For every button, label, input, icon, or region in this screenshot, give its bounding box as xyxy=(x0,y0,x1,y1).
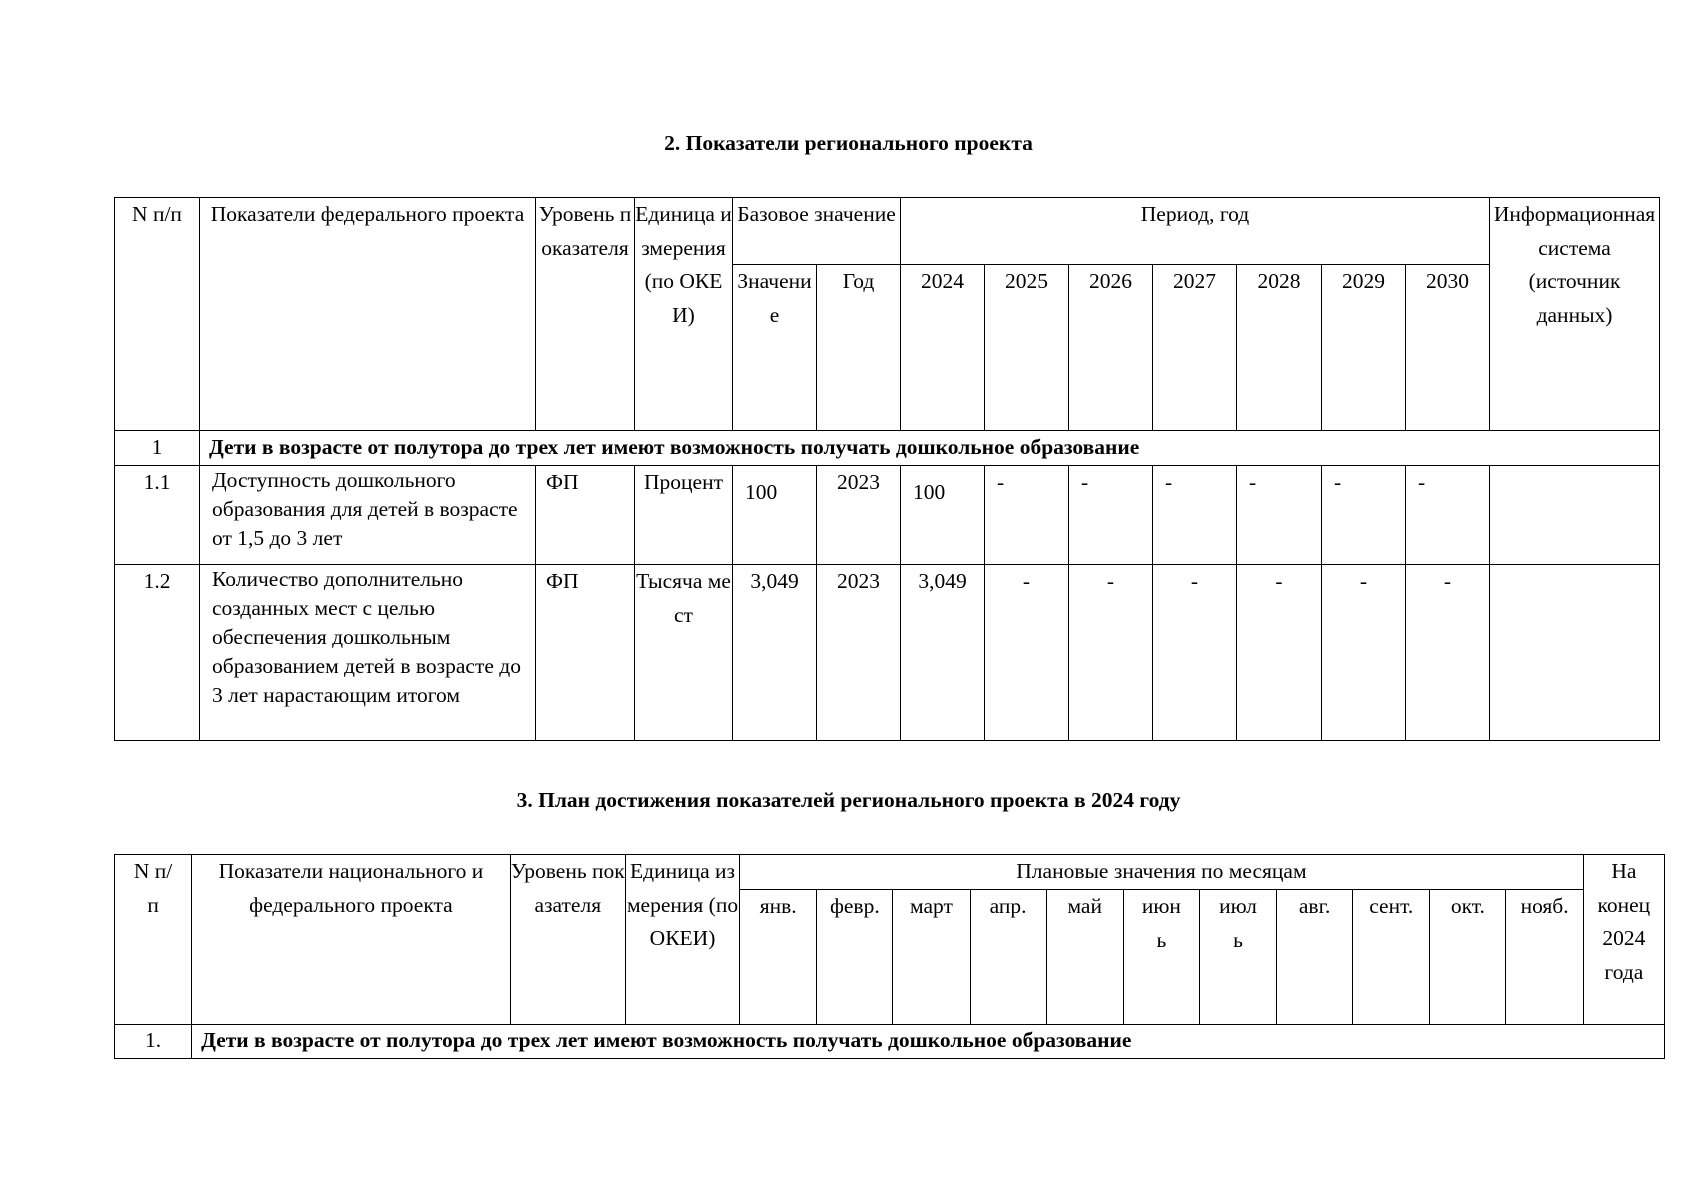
regional-indicators-table xyxy=(114,197,1660,741)
row-indicator: Доступность дошкольного образования для детей в возрасте от 1,5 до 3 лет xyxy=(200,466,536,565)
row-level: ФП xyxy=(536,466,635,565)
header-month: авг. xyxy=(1277,890,1353,1025)
section-3-title: 3. План достижения показателей регионального проекта в 2024 году xyxy=(516,788,1181,812)
header-year: 2024 xyxy=(901,265,985,431)
header-year: 2027 xyxy=(1153,265,1237,431)
header-base: Базовое значение xyxy=(733,198,901,265)
table-row xyxy=(115,565,1660,741)
header-unit: Единица измерения (по ОКЕИ) xyxy=(625,855,739,1025)
row-base-year: 2023 xyxy=(817,565,901,741)
header-base-year: Год xyxy=(817,265,901,431)
header-unit: Единица измерения (по ОКЕИ) xyxy=(635,198,733,431)
row-year-value: - xyxy=(1406,565,1490,741)
row-year-value: - xyxy=(1406,466,1490,565)
row-base-value: 3,049 xyxy=(733,565,817,741)
row-year-value: - xyxy=(1069,565,1153,741)
header-month: нояб. xyxy=(1506,890,1583,1025)
section-num: 1 xyxy=(115,431,200,466)
row-indicator: Количество дополнительно созданных мест с целью обеспечения дошкольным образованием детей в возрасте до 3 лет нарастающим итогом xyxy=(200,565,536,741)
row-year-value: - xyxy=(1237,565,1322,741)
row-year-value: - xyxy=(1153,466,1237,565)
row-year-value: - xyxy=(1153,565,1237,741)
table-row xyxy=(115,466,1660,565)
row-year-value: - xyxy=(1322,565,1406,741)
section-row xyxy=(115,431,1660,466)
header-level: Уровень показателя xyxy=(536,198,635,431)
header-period: Период, год xyxy=(901,198,1490,265)
monthly-plan-table xyxy=(114,854,1665,1059)
header-year: 2025 xyxy=(985,265,1069,431)
row-year-value: - xyxy=(1322,466,1406,565)
header-base-value: Значение xyxy=(733,265,817,431)
row-year-value: 100 xyxy=(901,466,985,565)
section-label: Дети в возрасте от полутора до трех лет имеют возможность получать дошкольное образование xyxy=(192,1025,1665,1059)
section-label: Дети в возрасте от полутора до трех лет имеют возможность получать дошкольное образование xyxy=(200,431,1660,466)
header-year: 2029 xyxy=(1322,265,1406,431)
header-month: янв. xyxy=(740,890,817,1025)
row-num: 1.1 xyxy=(115,466,200,565)
row-base-year: 2023 xyxy=(817,466,901,565)
header-year: 2030 xyxy=(1406,265,1490,431)
row-num: 1.2 xyxy=(115,565,200,741)
header-month: сент. xyxy=(1353,890,1430,1025)
row-year-value: 3,049 xyxy=(901,565,985,741)
header-year: 2028 xyxy=(1237,265,1322,431)
row-info-system xyxy=(1490,466,1660,565)
row-year-value: - xyxy=(985,466,1069,565)
row-base-value: 100 xyxy=(733,466,817,565)
section-num: 1. xyxy=(115,1025,192,1059)
header-month: май xyxy=(1046,890,1123,1025)
header-indicator: Показатели национального и федерального проекта xyxy=(192,855,511,1025)
row-level: ФП xyxy=(536,565,635,741)
row-unit: Процент xyxy=(635,466,733,565)
row-unit: Тысяча мест xyxy=(635,565,733,741)
section-2-title: 2. Показатели регионального проекта xyxy=(664,131,1033,155)
header-num: N п/п xyxy=(115,198,200,431)
header-month: июнь xyxy=(1123,890,1199,1025)
header-end: На конец 2024 года xyxy=(1583,855,1664,1025)
header-month: февр. xyxy=(817,890,893,1025)
row-year-value: - xyxy=(1237,466,1322,565)
header-year: 2026 xyxy=(1069,265,1153,431)
row-info-system xyxy=(1490,565,1660,741)
header-month: апр. xyxy=(970,890,1046,1025)
header-num: N п/п xyxy=(115,855,192,1025)
header-month: июль xyxy=(1199,890,1276,1025)
header-indicator: Показатели федерального проекта xyxy=(200,198,536,431)
row-year-value: - xyxy=(1069,466,1153,565)
row-year-value: - xyxy=(985,565,1069,741)
header-month: окт. xyxy=(1430,890,1506,1025)
section-row xyxy=(115,1025,1665,1059)
header-level: Уровень показателя xyxy=(510,855,625,1025)
header-info-system: Информационная система (источник данных) xyxy=(1490,198,1660,431)
header-month: март xyxy=(893,890,970,1025)
header-plan: Плановые значения по месяцам xyxy=(740,855,1584,890)
